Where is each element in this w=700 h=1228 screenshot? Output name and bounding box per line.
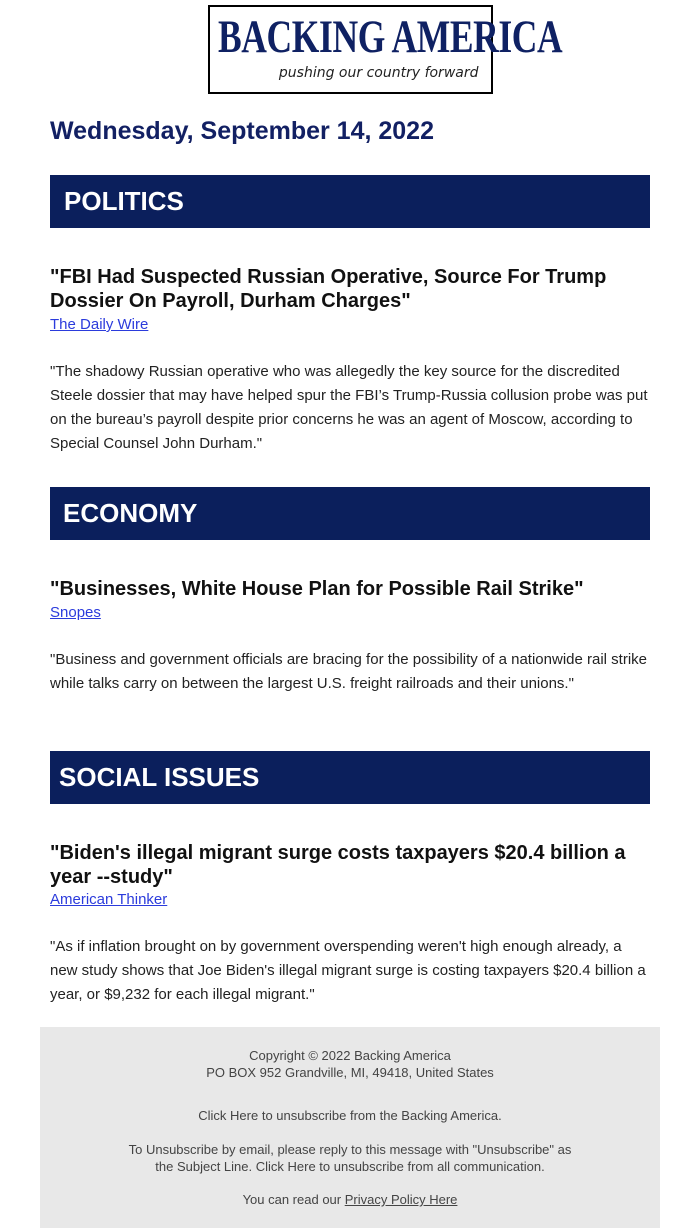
article-summary: "As if inflation brought on by government overspending weren't high enough already, a new study shows that Joe Biden's illegal migrant surge is costing taxpayers $20.4 billion a year, or $9,232 for each illegal migrant.": [50, 938, 646, 1003]
footer: [40, 1027, 660, 1228]
section-header-economy: ECONOMY: [50, 487, 650, 540]
footer-privacy-prefix: You can read our: [242, 1192, 345, 1207]
article-headline: "Biden's illegal migrant surge costs taxpayers $20.4 billion a year --study": [50, 842, 626, 888]
article-summary: "Business and government officials are bracing for the possibility of a nationwide rail strike while talks carry on between the largest U.S. freight railroads and their unions.": [50, 651, 648, 692]
article-summary: "The shadowy Russian operative who was allegedly the key source for the discredited Steele dossier that may have helped spur the FBI’s Trump-Russia collusion probe was put on the bureau’s payroll despite prior concerns he was an agent of Moscow, according to Special Counsel John Durham.": [50, 363, 648, 452]
footer-email-unsubscribe-line-1: To Unsubscribe by email, please reply to this message with "Unsubscribe" as: [128, 1142, 572, 1157]
article-headline: "Businesses, White House Plan for Possible Rail Strike": [50, 578, 584, 600]
section-header-politics: POLITICS: [50, 175, 650, 228]
footer-privacy: [40, 1191, 660, 1208]
newsletter-date: Wednesday, September 14, 2022: [50, 117, 434, 145]
footer-unsubscribe-link[interactable]: Click Here to unsubscribe from the Backing America.: [198, 1108, 502, 1123]
footer-copyright: Copyright © 2022 Backing America: [249, 1048, 451, 1063]
header: [0, 0, 700, 94]
article-source-link[interactable]: American Thinker: [50, 891, 168, 908]
logo[interactable]: [208, 5, 562, 94]
article-headline: "FBI Had Suspected Russian Operative, Source For Trump Dossier On Payroll, Durham Charges": [50, 266, 607, 312]
footer-email-unsubscribe-line-2[interactable]: the Subject Line. Click Here to unsubscribe from all communication.: [155, 1159, 545, 1174]
section-header-social-issues: SOCIAL ISSUES: [50, 751, 650, 804]
article-source-link[interactable]: Snopes: [50, 604, 101, 621]
footer-address: PO BOX 952 Grandville, MI, 49418, United States: [206, 1065, 494, 1080]
logo-name: BACKING AMERICA: [217, 11, 562, 63]
article-source-link[interactable]: The Daily Wire: [50, 316, 149, 333]
logo-tagline: pushing our country forward: [278, 65, 479, 81]
privacy-policy-link[interactable]: Privacy Policy Here: [344, 1192, 458, 1207]
